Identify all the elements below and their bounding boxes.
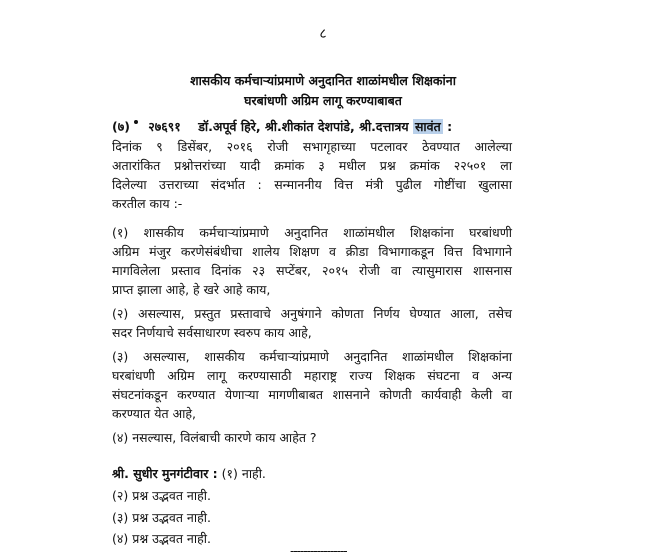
question-part-2-line: सदर निर्णयाचे सर्वसाधारण स्वरुप काय आहे, — [112, 325, 312, 340]
question-part-3-line: करण्यात येत आहे, — [112, 406, 196, 421]
question-part-2-line: (२) असल्यास, प्रस्तुत प्रस्तावाचे अनुषंगाने कोणता निर्णय घेण्यात आला, तसेच — [112, 306, 512, 321]
minister-name: श्री. सुधीर मुनगंटीवार : — [112, 466, 218, 481]
section-divider: ----------------- — [290, 544, 347, 558]
document-title-line-2: घरबांधणी अग्रिम लागू करण्याबाबत — [244, 93, 402, 108]
question-number: २७६९१ — [148, 119, 181, 134]
question-part-4-line: (४) नसल्यास, विलंबाची कारणे काय आहेत ? — [112, 430, 317, 445]
question-part-3-line: (३) असल्यास, शासकीय कर्मचाऱ्यांप्रमाणे अनुदानित शाळांमधील शिक्षकांना — [112, 349, 512, 364]
bullet-icon — [134, 120, 138, 124]
answer-reply-2: (२) प्रश्न उद्भवत नाही. — [112, 488, 211, 503]
intro-line: अतारांकित प्रश्नोत्तरांच्या यादी क्रमांक ३ मधील प्रश्न क्रमांक २२५०१ ला — [112, 158, 512, 173]
answer-reply-1: (१) नाही. — [221, 466, 266, 481]
intro-line: करतील काय :- — [112, 196, 183, 211]
question-colon: : — [447, 119, 453, 134]
answer-first-line — [112, 465, 266, 482]
intro-line: दिलेल्या उत्तराच्या संदर्भात : सन्माननीय वित्त मंत्री पुढील गोष्टींचा खुलासा — [112, 177, 512, 192]
answer-reply-4: (४) प्रश्न उद्भवत नाही. — [112, 531, 211, 546]
question-part-3-line: संघटनांकडून करण्यात येणाऱ्या मागणीबाबत शासनाने कोणती कार्यवाही केली वा — [112, 387, 512, 402]
question-asked-by: डॉ.अपूर्व हिरे, श्री.शीकांत देशपांडे, श्री.दत्तात्रय — [198, 119, 409, 134]
question-part-3-line: घरबांधणी अग्रिम लागू करण्यासाठी महाराष्ट्र राज्य शिक्षक संघटना व अन्य — [112, 368, 512, 383]
intro-line: दिनांक ९ डिसेंबर, २०१६ रोजी सभागृहाच्या पटलावर ठेवण्यात आलेल्या — [112, 139, 512, 154]
document-title-line-1: शासकीय कर्मचाऱ्यांप्रमाणे अनुदानित शाळांमधील शिक्षकांना — [190, 73, 456, 88]
document-body — [112, 0, 542, 556]
question-part-1-line: मागविलेला प्रस्ताव दिनांक २३ सप्टेंबर, २०१५ रोजी वा त्यासुमारास शासनास — [112, 263, 512, 278]
question-part-1-line: अग्रिम मंजुर करणेसंबंधीचा शालेय शिक्षण व क्रीडा विभागाकडून वित्त विभागाने — [112, 244, 512, 259]
question-serial: (७) — [112, 119, 130, 134]
question-part-1-line: (१) शासकीय कर्मचाऱ्यांप्रमाणे अनुदानित शाळांमधील शिक्षकांना घरबांधणी — [112, 225, 512, 240]
highlighted-name: सावंत — [414, 119, 441, 134]
answer-reply-3: (३) प्रश्न उद्भवत नाही. — [112, 510, 211, 525]
page-number: ८ — [319, 26, 327, 42]
question-part-1-line: प्राप्त झाला आहे, हे खरे आहे काय, — [112, 282, 271, 297]
question-header — [112, 118, 452, 135]
